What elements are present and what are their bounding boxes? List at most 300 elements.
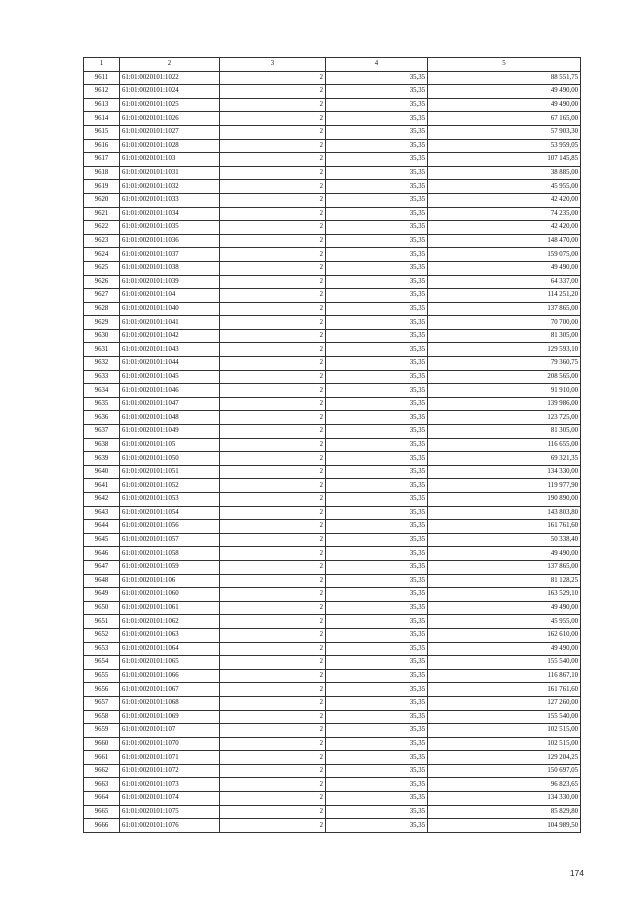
table-cell: 53 959,05 — [428, 139, 581, 153]
table-cell: 9621 — [84, 207, 120, 221]
table-cell: 35,35 — [326, 588, 428, 602]
table-cell: 2 — [220, 656, 326, 670]
table-cell: 50 338,40 — [428, 533, 581, 547]
table-cell: 137 865,00 — [428, 560, 581, 574]
table-cell: 35,35 — [326, 261, 428, 275]
table-cell: 35,35 — [326, 452, 428, 466]
table-row — [84, 751, 581, 765]
table-cell: 2 — [220, 438, 326, 452]
table-cell: 61:01:0020101:1062 — [120, 615, 220, 629]
table-row — [84, 465, 581, 479]
table-cell: 9636 — [84, 411, 120, 425]
table-cell: 35,35 — [326, 302, 428, 316]
table-cell: 61:01:0020101:1052 — [120, 479, 220, 493]
table-cell: 9651 — [84, 615, 120, 629]
table-cell: 9660 — [84, 737, 120, 751]
table-cell: 35,35 — [326, 656, 428, 670]
table-cell: 143 803,80 — [428, 506, 581, 520]
table-cell: 9626 — [84, 275, 120, 289]
table-cell: 61:01:0020101:1032 — [120, 180, 220, 194]
table-cell: 81 305,00 — [428, 329, 581, 343]
table-cell: 35,35 — [326, 751, 428, 765]
table-cell: 150 697,05 — [428, 764, 581, 778]
table-cell: 96 823,65 — [428, 778, 581, 792]
table-cell: 2 — [220, 642, 326, 656]
table-cell: 9616 — [84, 139, 120, 153]
table-cell: 61:01:0020101:1068 — [120, 696, 220, 710]
table-row — [84, 261, 581, 275]
table-cell: 35,35 — [326, 479, 428, 493]
table-cell: 61:01:0020101:103 — [120, 153, 220, 167]
table-row — [84, 560, 581, 574]
table-cell: 35,35 — [326, 98, 428, 112]
table-cell: 9619 — [84, 180, 120, 194]
table-cell: 35,35 — [326, 166, 428, 180]
table-cell: 61:01:0020101:1056 — [120, 520, 220, 534]
table-cell: 9640 — [84, 465, 120, 479]
table-cell: 9641 — [84, 479, 120, 493]
table-cell: 35,35 — [326, 601, 428, 615]
table-cell: 9657 — [84, 696, 120, 710]
table-cell: 2 — [220, 696, 326, 710]
table-cell: 91 910,00 — [428, 384, 581, 398]
table-cell: 35,35 — [326, 493, 428, 507]
table-cell: 61:01:0020101:1049 — [120, 425, 220, 439]
table-cell: 35,35 — [326, 819, 428, 833]
data-table — [83, 57, 581, 833]
table-row — [84, 493, 581, 507]
table-cell: 38 885,00 — [428, 166, 581, 180]
table-row — [84, 438, 581, 452]
table-cell: 81 128,25 — [428, 574, 581, 588]
table-cell: 35,35 — [326, 724, 428, 738]
table-cell: 35,35 — [326, 329, 428, 343]
table-cell: 49 490,00 — [428, 85, 581, 99]
column-header: 5 — [428, 58, 581, 72]
table-cell: 61:01:0020101:1063 — [120, 628, 220, 642]
table-row — [84, 248, 581, 262]
table-cell: 137 865,00 — [428, 302, 581, 316]
table-cell: 9612 — [84, 85, 120, 99]
table-cell: 61:01:0020101:1042 — [120, 329, 220, 343]
table-cell: 2 — [220, 683, 326, 697]
table-cell: 9664 — [84, 792, 120, 806]
table-cell: 61:01:0020101:1026 — [120, 112, 220, 126]
table-cell: 9637 — [84, 425, 120, 439]
table-cell: 45 955,00 — [428, 615, 581, 629]
table-cell: 2 — [220, 506, 326, 520]
table-cell: 9654 — [84, 656, 120, 670]
table-row — [84, 669, 581, 683]
table-cell: 61:01:0020101:1061 — [120, 601, 220, 615]
table-row — [84, 574, 581, 588]
table-cell: 119 977,90 — [428, 479, 581, 493]
table-cell: 61:01:0020101:1072 — [120, 764, 220, 778]
table-cell: 155 540,00 — [428, 656, 581, 670]
table-cell: 2 — [220, 520, 326, 534]
table-cell: 61:01:0020101:1045 — [120, 370, 220, 384]
table-row — [84, 533, 581, 547]
table-cell: 35,35 — [326, 533, 428, 547]
table-cell: 9622 — [84, 221, 120, 235]
table-cell: 61:01:0020101:1057 — [120, 533, 220, 547]
table-row — [84, 506, 581, 520]
table-row — [84, 343, 581, 357]
table-cell: 42 420,00 — [428, 221, 581, 235]
table-cell: 61:01:0020101:1064 — [120, 642, 220, 656]
table-cell: 35,35 — [326, 85, 428, 99]
table-row — [84, 289, 581, 303]
table-cell: 2 — [220, 465, 326, 479]
table-row — [84, 125, 581, 139]
table-cell: 9620 — [84, 193, 120, 207]
table-cell: 9630 — [84, 329, 120, 343]
table-cell: 61:01:0020101:1051 — [120, 465, 220, 479]
table-cell: 9631 — [84, 343, 120, 357]
table-cell: 49 490,00 — [428, 642, 581, 656]
table-cell: 35,35 — [326, 71, 428, 85]
table-cell: 134 330,00 — [428, 792, 581, 806]
table-row — [84, 819, 581, 833]
table-cell: 61:01:0020101:1071 — [120, 751, 220, 765]
table-cell: 2 — [220, 452, 326, 466]
table-cell: 61:01:0020101:1060 — [120, 588, 220, 602]
table-cell: 35,35 — [326, 180, 428, 194]
table-cell: 9618 — [84, 166, 120, 180]
table-cell: 9643 — [84, 506, 120, 520]
table-cell: 61:01:0020101:1040 — [120, 302, 220, 316]
table-cell: 61:01:0020101:1075 — [120, 805, 220, 819]
table-cell: 49 490,00 — [428, 601, 581, 615]
table-cell: 2 — [220, 71, 326, 85]
table-cell: 208 565,00 — [428, 370, 581, 384]
table-cell: 129 593,10 — [428, 343, 581, 357]
table-cell: 61:01:0020101:1037 — [120, 248, 220, 262]
table-cell: 49 490,00 — [428, 98, 581, 112]
table-cell: 61:01:0020101:107 — [120, 724, 220, 738]
table-cell: 2 — [220, 425, 326, 439]
table-cell: 61:01:0020101:1043 — [120, 343, 220, 357]
table-row — [84, 207, 581, 221]
table-row — [84, 316, 581, 330]
table-row — [84, 656, 581, 670]
table-row — [84, 588, 581, 602]
table-row — [84, 112, 581, 126]
table-row — [84, 683, 581, 697]
table-row — [84, 479, 581, 493]
table-cell: 163 529,10 — [428, 588, 581, 602]
table-cell: 2 — [220, 669, 326, 683]
table-cell: 2 — [220, 710, 326, 724]
table-cell: 9666 — [84, 819, 120, 833]
table-cell: 104 989,50 — [428, 819, 581, 833]
table-row — [84, 724, 581, 738]
table-row — [84, 642, 581, 656]
table-cell: 2 — [220, 112, 326, 126]
table-cell: 2 — [220, 139, 326, 153]
table-cell: 61:01:0020101:1074 — [120, 792, 220, 806]
table-cell: 9639 — [84, 452, 120, 466]
table-row — [84, 628, 581, 642]
table-cell: 61:01:0020101:1047 — [120, 397, 220, 411]
table-row — [84, 193, 581, 207]
table-cell: 61:01:0020101:1058 — [120, 547, 220, 561]
table-cell: 2 — [220, 166, 326, 180]
table-row — [84, 425, 581, 439]
table-row — [84, 329, 581, 343]
table-cell: 88 551,75 — [428, 71, 581, 85]
table-cell: 9642 — [84, 493, 120, 507]
table-row — [84, 357, 581, 371]
table-cell: 2 — [220, 98, 326, 112]
table-cell: 35,35 — [326, 275, 428, 289]
table-cell: 35,35 — [326, 778, 428, 792]
table-cell: 61:01:0020101:1066 — [120, 669, 220, 683]
table-cell: 35,35 — [326, 560, 428, 574]
table-cell: 35,35 — [326, 234, 428, 248]
table-cell: 9635 — [84, 397, 120, 411]
table-cell: 61:01:0020101:1036 — [120, 234, 220, 248]
table-cell: 2 — [220, 234, 326, 248]
table-row — [84, 411, 581, 425]
table-cell: 2 — [220, 778, 326, 792]
table-cell: 162 610,00 — [428, 628, 581, 642]
table-cell: 61:01:0020101:1050 — [120, 452, 220, 466]
table-cell: 2 — [220, 493, 326, 507]
table-cell: 2 — [220, 533, 326, 547]
table-cell: 2 — [220, 289, 326, 303]
table-cell: 2 — [220, 357, 326, 371]
column-header: 4 — [326, 58, 428, 72]
table-cell: 61:01:0020101:1031 — [120, 166, 220, 180]
table-row — [84, 180, 581, 194]
table-cell: 61:01:0020101:104 — [120, 289, 220, 303]
table-cell: 9623 — [84, 234, 120, 248]
table-cell: 2 — [220, 329, 326, 343]
table-cell: 74 235,00 — [428, 207, 581, 221]
table-cell: 9659 — [84, 724, 120, 738]
table-row — [84, 234, 581, 248]
table-cell: 129 204,25 — [428, 751, 581, 765]
table-cell: 9613 — [84, 98, 120, 112]
table-cell: 161 761,60 — [428, 683, 581, 697]
table-cell: 114 251,20 — [428, 289, 581, 303]
table-cell: 2 — [220, 724, 326, 738]
table-cell: 9629 — [84, 316, 120, 330]
table-cell: 116 655,00 — [428, 438, 581, 452]
column-header: 1 — [84, 58, 120, 72]
table-cell: 123 725,00 — [428, 411, 581, 425]
table-cell: 61:01:0020101:1027 — [120, 125, 220, 139]
table-cell: 9617 — [84, 153, 120, 167]
table-cell: 2 — [220, 547, 326, 561]
table-cell: 70 700,00 — [428, 316, 581, 330]
table-cell: 9646 — [84, 547, 120, 561]
table-cell: 2 — [220, 248, 326, 262]
table-body — [84, 71, 581, 832]
table-cell: 9665 — [84, 805, 120, 819]
table-cell: 9658 — [84, 710, 120, 724]
table-cell: 35,35 — [326, 574, 428, 588]
table-row — [84, 778, 581, 792]
table-cell: 9633 — [84, 370, 120, 384]
table-cell: 102 515,00 — [428, 737, 581, 751]
table-cell: 9628 — [84, 302, 120, 316]
table-cell: 35,35 — [326, 438, 428, 452]
table-cell: 9625 — [84, 261, 120, 275]
table-row — [84, 153, 581, 167]
table-header-row — [84, 58, 581, 72]
table-cell: 61:01:0020101:1033 — [120, 193, 220, 207]
table-cell: 35,35 — [326, 520, 428, 534]
table-row — [84, 139, 581, 153]
table-cell: 35,35 — [326, 153, 428, 167]
table-row — [84, 805, 581, 819]
table-cell: 2 — [220, 343, 326, 357]
table-cell: 107 145,85 — [428, 153, 581, 167]
table-cell: 35,35 — [326, 465, 428, 479]
table-row — [84, 302, 581, 316]
table-cell: 35,35 — [326, 384, 428, 398]
table-cell: 57 903,30 — [428, 125, 581, 139]
table-row — [84, 696, 581, 710]
table-cell: 61:01:0020101:1054 — [120, 506, 220, 520]
table-cell: 2 — [220, 805, 326, 819]
table-cell: 2 — [220, 125, 326, 139]
table-row — [84, 85, 581, 99]
table-cell: 81 305,00 — [428, 425, 581, 439]
table-row — [84, 520, 581, 534]
table-cell: 2 — [220, 411, 326, 425]
table-cell: 2 — [220, 819, 326, 833]
table-cell: 2 — [220, 737, 326, 751]
table-cell: 61:01:0020101:1022 — [120, 71, 220, 85]
table-row — [84, 710, 581, 724]
table-cell: 61:01:0020101:1028 — [120, 139, 220, 153]
column-header: 3 — [220, 58, 326, 72]
table-cell: 148 470,00 — [428, 234, 581, 248]
table-cell: 127 260,00 — [428, 696, 581, 710]
table-cell: 9661 — [84, 751, 120, 765]
table-cell: 35,35 — [326, 139, 428, 153]
table-row — [84, 397, 581, 411]
table-cell: 2 — [220, 207, 326, 221]
table-row — [84, 71, 581, 85]
table-cell: 35,35 — [326, 193, 428, 207]
table-cell: 35,35 — [326, 615, 428, 629]
table-cell: 61:01:0020101:105 — [120, 438, 220, 452]
table-cell: 9611 — [84, 71, 120, 85]
table-row — [84, 615, 581, 629]
table-cell: 61:01:0020101:1048 — [120, 411, 220, 425]
table-cell: 102 515,00 — [428, 724, 581, 738]
table-cell: 9634 — [84, 384, 120, 398]
table-cell: 9648 — [84, 574, 120, 588]
table-cell: 2 — [220, 153, 326, 167]
table-cell: 2 — [220, 85, 326, 99]
table-cell: 35,35 — [326, 316, 428, 330]
table-cell: 35,35 — [326, 642, 428, 656]
table-cell: 9638 — [84, 438, 120, 452]
table-cell: 2 — [220, 574, 326, 588]
table-row — [84, 221, 581, 235]
table-cell: 35,35 — [326, 805, 428, 819]
table-cell: 2 — [220, 615, 326, 629]
table-cell: 61:01:0020101:1059 — [120, 560, 220, 574]
table-cell: 2 — [220, 370, 326, 384]
table-cell: 61:01:0020101:1067 — [120, 683, 220, 697]
table-cell: 35,35 — [326, 370, 428, 384]
table-cell: 79 360,75 — [428, 357, 581, 371]
table-cell: 85 829,80 — [428, 805, 581, 819]
table-row — [84, 452, 581, 466]
table-cell: 35,35 — [326, 357, 428, 371]
table-cell: 9663 — [84, 778, 120, 792]
table-cell: 9662 — [84, 764, 120, 778]
table-cell: 61:01:0020101:1024 — [120, 85, 220, 99]
table-cell: 61:01:0020101:1076 — [120, 819, 220, 833]
table-cell: 9647 — [84, 560, 120, 574]
table-cell: 9655 — [84, 669, 120, 683]
table-cell: 9653 — [84, 642, 120, 656]
table-cell: 2 — [220, 588, 326, 602]
table-cell: 9644 — [84, 520, 120, 534]
table-cell: 61:01:0020101:1038 — [120, 261, 220, 275]
table-cell: 9649 — [84, 588, 120, 602]
table-cell: 2 — [220, 180, 326, 194]
table-cell: 35,35 — [326, 343, 428, 357]
table-cell: 35,35 — [326, 397, 428, 411]
table-cell: 2 — [220, 792, 326, 806]
table-cell: 9624 — [84, 248, 120, 262]
table-cell: 2 — [220, 221, 326, 235]
table-cell: 2 — [220, 261, 326, 275]
table-cell: 35,35 — [326, 792, 428, 806]
table-cell: 35,35 — [326, 207, 428, 221]
table-cell: 61:01:0020101:1069 — [120, 710, 220, 724]
table-row — [84, 547, 581, 561]
table-cell: 61:01:0020101:1053 — [120, 493, 220, 507]
table-row — [84, 764, 581, 778]
table-cell: 2 — [220, 479, 326, 493]
table-cell: 35,35 — [326, 411, 428, 425]
table-cell: 9615 — [84, 125, 120, 139]
table-cell: 35,35 — [326, 506, 428, 520]
table-cell: 35,35 — [326, 289, 428, 303]
table-cell: 2 — [220, 193, 326, 207]
table-cell: 2 — [220, 384, 326, 398]
table-cell: 61:01:0020101:1073 — [120, 778, 220, 792]
table-cell: 42 420,00 — [428, 193, 581, 207]
table-cell: 139 986,00 — [428, 397, 581, 411]
table-cell: 49 490,00 — [428, 261, 581, 275]
page-number: 174 — [569, 868, 584, 878]
table-cell: 159 075,00 — [428, 248, 581, 262]
table-cell: 61:01:0020101:1044 — [120, 357, 220, 371]
table-cell: 2 — [220, 764, 326, 778]
table-cell: 35,35 — [326, 628, 428, 642]
table-cell: 61:01:0020101:1065 — [120, 656, 220, 670]
table-cell: 61:01:0020101:1034 — [120, 207, 220, 221]
table-cell: 35,35 — [326, 710, 428, 724]
table-cell: 2 — [220, 397, 326, 411]
table-cell: 61:01:0020101:1035 — [120, 221, 220, 235]
table-cell: 9614 — [84, 112, 120, 126]
table-cell: 67 165,00 — [428, 112, 581, 126]
table-cell: 9656 — [84, 683, 120, 697]
table-cell: 61:01:0020101:1025 — [120, 98, 220, 112]
table-cell: 61:01:0020101:1070 — [120, 737, 220, 751]
